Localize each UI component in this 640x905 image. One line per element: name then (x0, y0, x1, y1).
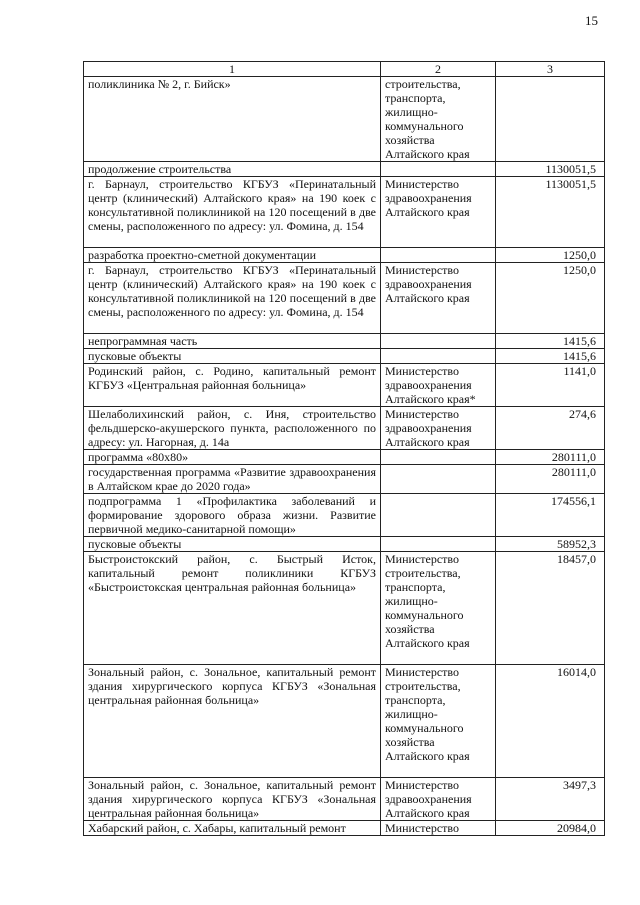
amount-cell: 1415,6 (496, 349, 605, 364)
object-cell: Быстроистокский район, с. Быстрый Исток, капитальный ремонт поликлиники КГБУЗ «Быстроистокская центральная районная больница» (84, 552, 381, 665)
ministry-cell: Министерство здравоохранения Алтайского края (381, 778, 496, 821)
object-cell: пусковые объекты (84, 537, 381, 552)
header-col-3: 3 (496, 62, 605, 77)
amount-cell: 1130051,5 (496, 177, 605, 248)
object-cell: Хабарский район, с. Хабары, капитальный ремонт (84, 821, 381, 836)
table-row (84, 77, 605, 162)
table-row (84, 334, 605, 349)
budget-table (83, 61, 605, 836)
ministry-cell (381, 537, 496, 552)
ministry-cell (381, 494, 496, 537)
object-cell: продолжение строительства (84, 162, 381, 177)
object-cell: подпрограмма 1 «Профилактика заболеваний и формирование здорового образа жизни. Развитие первичной медико-санитарной помощи» (84, 494, 381, 537)
ministry-cell (381, 248, 496, 263)
object-cell: Зональный район, с. Зональное, капитальный ремонт здания хирургического корпуса КГБУЗ «Зональная центральная районная больница» (84, 665, 381, 778)
amount-cell: 3497,3 (496, 778, 605, 821)
amount-cell: 1130051,5 (496, 162, 605, 177)
ministry-cell: строительства, транспорта, жилищно-коммунального хозяйства Алтайского края (381, 77, 496, 162)
amount-cell: 20984,0 (496, 821, 605, 836)
ministry-cell: Министерство здравоохранения Алтайского края (381, 263, 496, 334)
object-cell: непрограммная часть (84, 334, 381, 349)
ministry-cell (381, 450, 496, 465)
object-cell: г. Барнаул, строительство КГБУЗ «Перинатальный центр (клинический) Алтайского края» на 190 коек с консультативной поликлиникой на 120 посещений в две смены, расположенного по адресу: ул. Фомина, д. 154 (84, 263, 381, 334)
ministry-cell: Министерство здравоохранения Алтайского края (381, 407, 496, 450)
table-row (84, 494, 605, 537)
object-cell: поликлиника № 2, г. Бийск» (84, 77, 381, 162)
amount-cell: 274,6 (496, 407, 605, 450)
table-row (84, 248, 605, 263)
object-cell: г. Барнаул, строительство КГБУЗ «Перинатальный центр (клинический) Алтайского края» на 190 коек с консультативной поликлиникой на 120 посещений в две смены, расположенного по адресу: ул. Фомина, д. 154 (84, 177, 381, 248)
object-cell: государственная программа «Развитие здравоохранения в Алтайском крае до 2020 года» (84, 465, 381, 494)
amount-cell: 174556,1 (496, 494, 605, 537)
table-row (84, 665, 605, 778)
header-col-2: 2 (381, 62, 496, 77)
table-row (84, 552, 605, 665)
page-number: 15 (585, 13, 598, 28)
table-row (84, 177, 605, 248)
object-cell: разработка проектно-сметной документации (84, 248, 381, 263)
amount-cell: 16014,0 (496, 665, 605, 778)
amount-cell: 58952,3 (496, 537, 605, 552)
table-row (84, 537, 605, 552)
ministry-cell (381, 334, 496, 349)
object-cell: пусковые объекты (84, 349, 381, 364)
ministry-cell: Министерство здравоохранения Алтайского края (381, 177, 496, 248)
object-cell: Родинский район, с. Родино, капитальный ремонт КГБУЗ «Центральная районная больница» (84, 364, 381, 407)
amount-cell: 18457,0 (496, 552, 605, 665)
ministry-cell (381, 349, 496, 364)
table-row (84, 778, 605, 821)
object-cell: Зональный район, с. Зональное, капитальный ремонт здания хирургического корпуса КГБУЗ «Зональная центральная районная больница» (84, 778, 381, 821)
ministry-cell: Министерство строительства, транспорта, жилищно-коммунального хозяйства Алтайского края (381, 552, 496, 665)
header-col-1: 1 (84, 62, 381, 77)
ministry-cell: Министерство строительства, транспорта, жилищно-коммунального хозяйства Алтайского края (381, 665, 496, 778)
amount-cell: 1250,0 (496, 263, 605, 334)
ministry-cell (381, 162, 496, 177)
object-cell: Шелаболихинский район, с. Иня, строительство фельдшерско-акушерского пункта, расположенного по адресу: ул. Нагорная, д. 14а (84, 407, 381, 450)
table-header-row (84, 62, 605, 77)
table-row (84, 349, 605, 364)
table-row (84, 821, 605, 836)
table-row (84, 407, 605, 450)
ministry-cell: Министерство здравоохранения Алтайского края* (381, 364, 496, 407)
table-row (84, 364, 605, 407)
amount-cell: 280111,0 (496, 465, 605, 494)
ministry-cell (381, 465, 496, 494)
table-row (84, 450, 605, 465)
object-cell: программа «80х80» (84, 450, 381, 465)
amount-cell: 1250,0 (496, 248, 605, 263)
ministry-cell: Министерство (381, 821, 496, 836)
table-row (84, 263, 605, 334)
amount-cell: 1141,0 (496, 364, 605, 407)
amount-cell: 1415,6 (496, 334, 605, 349)
amount-cell: 280111,0 (496, 450, 605, 465)
table-row (84, 465, 605, 494)
amount-cell (496, 77, 605, 162)
table-row (84, 162, 605, 177)
